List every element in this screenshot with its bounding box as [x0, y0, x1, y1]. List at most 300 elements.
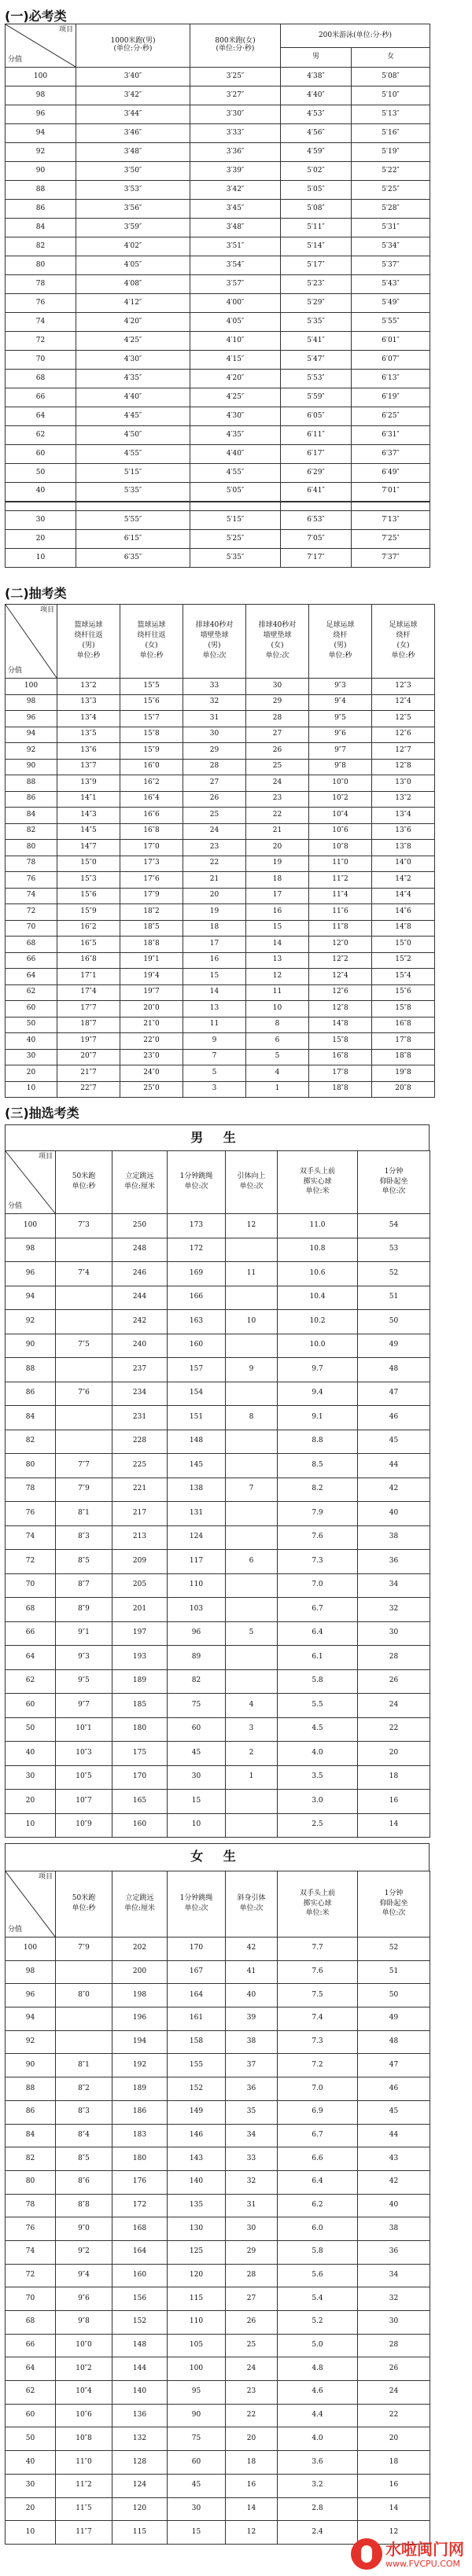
column-header-line: 单位:厘米	[124, 1904, 156, 1912]
value-cell: 5′10″	[352, 86, 430, 105]
value-cell: 20	[246, 840, 309, 856]
value-cell: 4′12″	[76, 294, 190, 313]
value-cell: 136	[112, 2404, 168, 2427]
value-cell: 5′41″	[281, 332, 352, 351]
value-cell: 14	[246, 937, 309, 953]
value-cell: 24	[358, 2381, 430, 2405]
table-row	[6, 2311, 430, 2335]
value-cell: 16″8	[57, 952, 120, 969]
table-row	[6, 2054, 430, 2077]
value-cell: 4′05″	[190, 313, 281, 332]
value-cell: 11″5	[56, 2497, 112, 2521]
value-cell: 28	[358, 1646, 430, 1670]
column-header-line: 双手头上前	[299, 1889, 335, 1897]
value-cell: 6′13″	[352, 370, 430, 388]
score-cell: 10	[6, 1081, 57, 1098]
value-cell: 5′35″	[281, 313, 352, 332]
value-cell: 19″7	[57, 1033, 120, 1050]
table-row	[6, 711, 435, 727]
score-cell: 68	[6, 937, 57, 953]
score-cell: 76	[6, 2217, 56, 2241]
value-cell: 24	[226, 2357, 278, 2381]
value-cell: 28	[246, 711, 309, 727]
value-cell: 9″7	[309, 743, 372, 760]
value-cell: 45	[168, 1742, 226, 1766]
table-row	[6, 791, 435, 808]
column-header-line: 绕杆往返	[74, 631, 103, 640]
value-cell: 12	[358, 2521, 430, 2545]
value-cell: 15″0	[372, 937, 435, 953]
value-cell: 110	[168, 2311, 226, 2335]
column-header-line: (男)	[82, 642, 95, 650]
value-cell: 9″5	[56, 1669, 112, 1694]
value-cell: 7.0	[278, 1573, 358, 1598]
value-cell: 11″2	[56, 2474, 112, 2497]
score-cell: 40	[6, 1033, 57, 1050]
table-gap-row	[6, 502, 430, 511]
value-cell: 15	[168, 1790, 226, 1814]
value-cell: 10″8	[56, 2427, 112, 2451]
table-row	[6, 237, 430, 256]
value-cell: 5	[183, 1065, 246, 1082]
value-cell: 21″0	[120, 1017, 183, 1033]
value-cell: 38	[226, 2030, 278, 2054]
table-row	[6, 1262, 430, 1286]
value-cell: 151	[168, 1406, 226, 1430]
value-cell	[226, 1669, 278, 1694]
score-cell: 66	[6, 1621, 56, 1646]
value-cell: 189	[112, 1669, 168, 1694]
value-cell: 185	[112, 1694, 168, 1718]
table-row	[6, 549, 430, 568]
value-cell: 47	[358, 2054, 430, 2077]
header-score-label: 分值	[8, 56, 23, 64]
value-cell: 22	[246, 808, 309, 824]
score-cell: 94	[6, 727, 57, 743]
value-cell: 5′34″	[352, 237, 430, 256]
value-cell: 100	[168, 2357, 226, 2381]
value-cell: 7″4	[56, 1262, 112, 1286]
table-row	[6, 275, 430, 294]
value-cell: 6.6	[278, 2147, 358, 2171]
column-header	[246, 605, 309, 679]
value-cell: 41	[226, 1960, 278, 1984]
column-header	[309, 605, 372, 679]
value-cell: 90	[168, 2404, 226, 2427]
value-cell: 46	[358, 1406, 430, 1430]
score-cell: 30	[6, 1049, 57, 1065]
table-row	[6, 1286, 430, 1310]
table-row	[6, 445, 430, 464]
value-cell: 9″0	[56, 2217, 112, 2241]
column-header-line: 单位:厘米	[124, 1183, 156, 1190]
value-cell: 4′55″	[76, 445, 190, 464]
score-cell: 70	[6, 1573, 56, 1598]
value-cell: 8″7	[56, 1573, 112, 1598]
value-cell: 5′55″	[76, 511, 190, 530]
value-cell	[56, 1286, 112, 1310]
value-cell: 17″1	[57, 969, 120, 985]
value-cell: 14″4	[372, 888, 435, 904]
value-cell: 24	[246, 775, 309, 792]
score-cell: 98	[6, 86, 76, 105]
value-cell: 89	[168, 1646, 226, 1670]
value-cell: 2.5	[278, 1813, 358, 1838]
value-cell: 15″8	[120, 727, 183, 743]
table-row	[6, 888, 435, 904]
value-cell: 10″8	[309, 840, 372, 856]
male-optional-table	[5, 1150, 430, 1838]
value-cell: 155	[168, 2054, 226, 2077]
column-header	[168, 1151, 226, 1214]
value-cell: 2	[226, 1742, 278, 1766]
table-row	[6, 2240, 430, 2264]
value-cell: 22″7	[57, 1081, 120, 1098]
value-cell: 6′05″	[281, 407, 352, 426]
value-cell: 29	[246, 694, 309, 711]
value-cell: 180	[112, 1717, 168, 1742]
table-row	[6, 743, 435, 760]
value-cell: 32	[358, 1598, 430, 1622]
value-cell: 34	[226, 2124, 278, 2147]
value-cell: 3′44″	[76, 105, 190, 124]
value-cell: 8″9	[56, 1598, 112, 1622]
value-cell: 12″8	[372, 759, 435, 775]
value-cell: 143	[168, 2147, 226, 2171]
column-header-line: 50米跑	[72, 1172, 96, 1181]
value-cell: 14	[358, 2497, 430, 2521]
value-cell: 20	[183, 888, 246, 904]
table-row	[6, 68, 430, 86]
score-cell: 100	[6, 68, 76, 86]
table-row	[6, 1765, 430, 1790]
value-cell: 32	[226, 2170, 278, 2194]
value-cell: 8″3	[56, 1525, 112, 1550]
score-cell: 74	[6, 1525, 56, 1550]
value-cell: 5′53″	[281, 370, 352, 388]
table-row	[6, 2474, 430, 2497]
value-cell: 10″2	[309, 791, 372, 808]
table-row	[6, 219, 430, 237]
watermark-logo-icon	[351, 2538, 382, 2570]
value-cell	[56, 1358, 112, 1382]
table-row	[6, 937, 435, 953]
table-row	[6, 464, 430, 483]
score-cell: 88	[6, 181, 76, 200]
value-cell: 30	[358, 2311, 430, 2335]
value-cell: 75	[168, 1694, 226, 1718]
value-cell: 6′25″	[352, 407, 430, 426]
value-cell: 75	[168, 2427, 226, 2451]
value-cell: 6.4	[278, 2170, 358, 2194]
column-header-line: 篮球运球	[74, 621, 103, 630]
header-diagonal-cell	[6, 24, 76, 68]
value-cell: 3′39″	[190, 162, 281, 181]
value-cell: 6′15″	[76, 530, 190, 549]
value-cell: 15″5	[120, 679, 183, 695]
value-cell: 8″4	[56, 2124, 112, 2147]
score-cell: 20	[6, 530, 76, 549]
value-cell: 5.2	[278, 2311, 358, 2335]
value-cell: 15″8	[372, 1001, 435, 1018]
value-cell: 6′11″	[281, 426, 352, 445]
value-cell: 9″1	[56, 1621, 112, 1646]
column-header	[120, 605, 183, 679]
value-cell: 4′00″	[190, 294, 281, 313]
score-cell: 100	[6, 1938, 56, 1961]
table-row	[6, 86, 430, 105]
score-cell: 20	[6, 2497, 56, 2521]
value-cell: 48	[358, 2030, 430, 2054]
column-header-line: 斜身引体	[237, 1894, 266, 1903]
score-cell: 92	[6, 2030, 56, 2054]
value-cell: 5′05″	[281, 181, 352, 200]
column-header-line: 仰卧起坐	[379, 1177, 408, 1186]
value-cell: 4	[226, 1694, 278, 1718]
value-cell	[226, 1813, 278, 1838]
value-cell: 15	[183, 969, 246, 985]
value-cell: 124	[112, 2474, 168, 2497]
score-cell: 86	[6, 200, 76, 219]
value-cell: 15″7	[120, 711, 183, 727]
value-cell: 9″3	[56, 1646, 112, 1670]
value-cell: 45	[358, 1430, 430, 1454]
col-swim-female: 女	[352, 48, 430, 68]
score-cell: 88	[6, 1358, 56, 1382]
score-cell: 88	[6, 775, 57, 792]
value-cell: 6	[226, 1550, 278, 1574]
value-cell: 2.8	[278, 2497, 358, 2521]
value-cell: 4.0	[278, 1742, 358, 1766]
value-cell: 237	[112, 1358, 168, 1382]
male-band-title: 男 生	[5, 1124, 430, 1151]
score-cell: 80	[6, 840, 57, 856]
score-cell: 72	[6, 904, 57, 921]
score-cell: 96	[6, 711, 57, 727]
table-row	[6, 162, 430, 181]
value-cell: 14″5	[57, 823, 120, 840]
value-cell: 200	[112, 1960, 168, 1984]
value-cell: 30	[183, 727, 246, 743]
table-row	[6, 1502, 430, 1526]
value-cell: 164	[168, 1984, 226, 2007]
value-cell: 7.2	[278, 2054, 358, 2077]
value-cell: 6.2	[278, 2194, 358, 2217]
column-header-line: 掷实心球	[303, 1177, 332, 1186]
value-cell: 14	[183, 984, 246, 1001]
value-cell: 7′17″	[281, 549, 352, 568]
value-cell: 5′55″	[352, 313, 430, 332]
value-cell: 12″8	[309, 1001, 372, 1018]
sampled-items-table	[5, 604, 435, 1098]
value-cell: 115	[112, 2521, 168, 2545]
score-cell: 80	[6, 256, 76, 275]
value-cell: 5′47″	[281, 351, 352, 370]
value-cell: 9″7	[56, 1694, 112, 1718]
value-cell: 60	[168, 1717, 226, 1742]
column-header	[358, 1151, 430, 1214]
column-header-line: 足球运球	[326, 621, 355, 630]
value-cell: 13″0	[372, 775, 435, 792]
table-row	[6, 2217, 430, 2241]
value-cell: 7′25″	[352, 530, 430, 549]
value-cell: 10″7	[56, 1790, 112, 1814]
value-cell: 30	[358, 1621, 430, 1646]
value-cell: 8″3	[56, 2100, 112, 2124]
value-cell: 3	[226, 1717, 278, 1742]
value-cell: 82	[168, 1669, 226, 1694]
column-header-line: (女)	[145, 642, 158, 650]
value-cell: 8″1	[56, 1502, 112, 1526]
value-cell: 4′20″	[76, 313, 190, 332]
value-cell: 180	[112, 2147, 168, 2171]
table-row	[6, 1310, 430, 1334]
value-cell: 7″5	[56, 1334, 112, 1358]
value-cell: 3.6	[278, 2451, 358, 2475]
value-cell: 24	[358, 1694, 430, 1718]
value-cell: 18″8	[309, 1081, 372, 1098]
value-cell: 5′14″	[281, 237, 352, 256]
value-cell: 29	[226, 2240, 278, 2264]
value-cell: 149	[168, 2100, 226, 2124]
column-header-line: 50米跑	[72, 1894, 96, 1903]
score-cell: 68	[6, 370, 76, 388]
value-cell: 6′37″	[352, 445, 430, 464]
score-cell: 50	[6, 2427, 56, 2451]
score-cell: 84	[6, 1406, 56, 1430]
value-cell: 110	[168, 1573, 226, 1598]
value-cell: 7	[226, 1478, 278, 1502]
score-cell: 78	[6, 275, 76, 294]
value-cell: 14″6	[372, 904, 435, 921]
value-cell: 9″4	[309, 694, 372, 711]
value-cell: 18	[358, 2451, 430, 2475]
score-cell: 78	[6, 856, 57, 872]
value-cell: 3′51″	[190, 237, 281, 256]
score-cell: 30	[6, 511, 76, 530]
value-cell: 12″7	[372, 743, 435, 760]
value-cell: 183	[112, 2124, 168, 2147]
value-cell	[56, 2007, 112, 2031]
value-cell: 19″7	[120, 984, 183, 1001]
table-row	[6, 1358, 430, 1382]
value-cell: 4′40″	[76, 388, 190, 407]
score-cell: 10	[6, 549, 76, 568]
value-cell: 4′10″	[190, 332, 281, 351]
value-cell: 9″4	[56, 2264, 112, 2287]
column-header	[358, 1871, 430, 1938]
value-cell: 20	[358, 1742, 430, 1766]
value-cell: 6.1	[278, 1646, 358, 1670]
value-cell: 6′29″	[281, 464, 352, 483]
col-swim-male: 男	[281, 48, 352, 68]
value-cell: 3′40″	[76, 68, 190, 86]
value-cell: 5′15″	[76, 464, 190, 483]
value-cell: 172	[168, 1238, 226, 1262]
table-row	[6, 1334, 430, 1358]
value-cell: 5′43″	[352, 275, 430, 294]
value-cell: 3′45″	[190, 200, 281, 219]
column-header-line: 立定跳远	[125, 1172, 154, 1181]
score-cell: 40	[6, 2451, 56, 2475]
value-cell: 26	[358, 2357, 430, 2381]
value-cell: 15″0	[57, 856, 120, 872]
value-cell: 13″4	[57, 711, 120, 727]
section-1-title: (一)必考类	[5, 9, 67, 24]
value-cell: 186	[112, 2100, 168, 2124]
value-cell: 12″0	[309, 937, 372, 953]
table-row	[6, 694, 435, 711]
score-cell: 20	[6, 1065, 57, 1082]
value-cell: 4.4	[278, 2404, 358, 2427]
value-cell: 240	[112, 1334, 168, 1358]
value-cell: 6.9	[278, 2100, 358, 2124]
value-cell: 20″0	[120, 1001, 183, 1018]
column-header-line: 单位:秒	[72, 1904, 96, 1912]
score-cell: 60	[6, 445, 76, 464]
table-row	[6, 2404, 430, 2427]
table-row	[6, 2147, 430, 2171]
value-cell: 16″8	[309, 1049, 372, 1065]
value-cell: 16	[226, 2474, 278, 2497]
score-cell: 98	[6, 1960, 56, 1984]
value-cell: 28	[358, 2334, 430, 2357]
value-cell: 11	[246, 984, 309, 1001]
column-header-line: 单位:次	[265, 651, 289, 660]
value-cell: 20″8	[372, 1081, 435, 1098]
value-cell: 154	[168, 1382, 226, 1406]
value-cell: 12	[226, 2521, 278, 2545]
value-cell: 16″6	[120, 808, 183, 824]
value-cell: 5′17″	[281, 256, 352, 275]
value-cell: 21	[183, 872, 246, 889]
score-cell: 66	[6, 388, 76, 407]
value-cell: 3′48″	[76, 143, 190, 162]
value-cell: 7.6	[278, 1525, 358, 1550]
value-cell: 11″4	[309, 888, 372, 904]
value-cell: 103	[168, 1598, 226, 1622]
value-cell: 170	[168, 1938, 226, 1961]
value-cell: 4.6	[278, 2381, 358, 2405]
value-cell: 12″4	[372, 694, 435, 711]
value-cell: 51	[358, 1960, 430, 1984]
value-cell: 10″5	[56, 1765, 112, 1790]
value-cell: 40	[226, 1984, 278, 2007]
table-row	[6, 1813, 430, 1838]
value-cell: 4′30″	[76, 351, 190, 370]
value-cell: 7	[183, 1049, 246, 1065]
value-cell: 13″6	[57, 743, 120, 760]
value-cell	[56, 1960, 112, 1984]
value-cell: 12″6	[372, 727, 435, 743]
score-cell: 84	[6, 2124, 56, 2147]
value-cell: 4.8	[278, 2357, 358, 2381]
value-cell: 32	[183, 694, 246, 711]
score-cell: 64	[6, 969, 57, 985]
value-cell: 25	[246, 759, 309, 775]
value-cell: 165	[112, 1790, 168, 1814]
table-row	[6, 1790, 430, 1814]
value-cell: 7′01″	[352, 483, 430, 502]
value-cell: 158	[168, 2030, 226, 2054]
value-cell: 4′30″	[190, 407, 281, 426]
value-cell: 217	[112, 1502, 168, 1526]
value-cell	[226, 1454, 278, 1478]
value-cell: 11.0	[278, 1214, 358, 1238]
female-band-title: 女 生	[5, 1843, 430, 1871]
table-row	[6, 1033, 435, 1050]
value-cell: 5′19″	[352, 143, 430, 162]
